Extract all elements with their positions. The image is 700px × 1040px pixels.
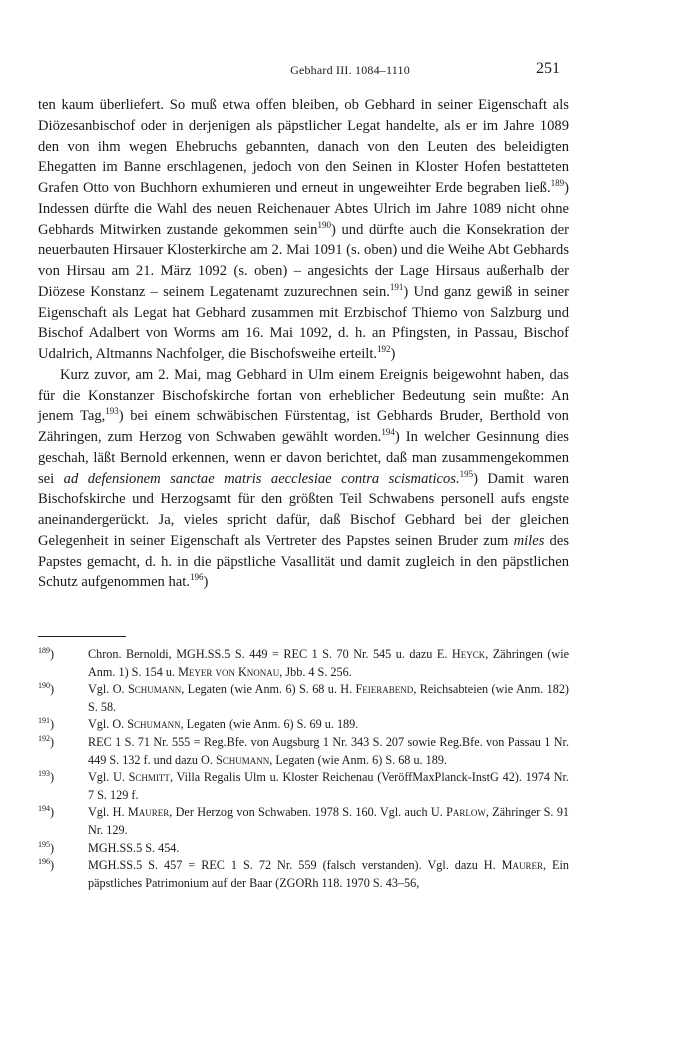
author-name: Schmitt [128,770,170,785]
footnote-reference: 195 [459,468,474,479]
author-name: Schumann [215,752,270,767]
text-run: ) In welcher Gesinnung dies geschah, läßt Bernold erkennen, wenn er davon berichtet, daß man zusammengekommen sei [38,429,569,487]
text-run: REC 1 S. 71 Nr. 555 = Reg.Bfe. von Augsburg 1 Nr. 343 S. 207 sowie Reg.Bfe. von Passau 1 Nr. 449 S. 132 f. und dazu O. [88,734,569,767]
text-run: Vgl. U. [88,770,129,785]
text-run: MGH.SS.5 S. 457 = REC 1 S. 72 Nr. 559 (falsch verstanden). Vgl. dazu H. [88,858,502,873]
footnote [38,681,569,716]
text-run: ) bei einem schwäbischen Fürstentag, ist Gebhards Bruder, Berthold von Zähringen, zum Herzog von Schwaben gewählt worden. [38,408,569,445]
text-run: , Legaten (wie Anm. 6) S. 68 u. H. [181,682,356,697]
body-text [38,95,569,593]
text-run: , Legaten (wie Anm. 6) S. 68 u. 189. [269,752,447,767]
footnote-number: $^{190}$) [38,681,55,697]
text-run: MGH.SS.5 S. 454. [88,840,180,855]
footnote-number-value: 193 [38,769,50,779]
author-name: Parlow [446,805,486,820]
footnote-number-value: 195 [38,839,50,849]
footnote-number: $^{194}$) [38,804,55,820]
page-number: 251 [536,60,560,77]
author-name: Schumann [127,717,181,732]
footnote-number-value: 190 [38,681,50,691]
footnote [38,857,569,892]
author-name: Schumann [127,682,182,697]
footnote [38,804,569,839]
footnote [38,734,569,769]
footnote-number-value: 189 [38,646,50,655]
footnote-number: $^{191}$) [38,716,55,732]
footnote-number-value: 191 [38,716,50,726]
text-run: Chron. Bernoldi, MGH.SS.5 S. 449 = REC 1 S. 70 Nr. 545 u. dazu E. [88,647,452,661]
author-name: Meyer von Knonau [178,664,280,679]
footnote-number: $^{195}$) [38,839,55,855]
text-run: , Reichsabteien (wie Anm. 182) S. 58. [88,682,569,714]
text-run: , Zähringen (wie Anm. 1) S. 154 u. [88,647,569,679]
text-run: des Papstes gemacht, d. h. in die päpstliche Vasallität und damit zugleich in den päpstlichen Schutz aufgenommen hat. [38,532,569,591]
text-run: Kurz zuvor, am 2. Mai, mag Gebhard in Ulm einem Ereignis beigewohnt haben, das für die Konstanzer Bischofskirche fortan von erheblicher Bedeutung sein mußte: An jenem Tag, [38,366,569,425]
text-run: ) Damit waren Bischofskirche und Herzogsamt für den größten Teil Schwabens personell aufs engste aneinandergerückt. Ja, vieles spricht dafür, daß Bischof Gebhard bei der gleichen Gelegenheit in seiner Eigenschaft als Vertreter des Papstes seinen Bruder zum [38,470,569,549]
italic-text: ad defensionem sanctae matris aecclesiae contra scismaticos. [63,470,460,487]
running-head [0,60,700,80]
footnote-number: $^{192}$) [38,733,55,749]
footnote-reference: 192 [377,344,391,354]
paragraph [38,365,569,593]
footnote-number: $^{193}$) [38,769,55,785]
italic-text: miles [513,532,545,549]
footnote-reference: 190 [317,219,331,230]
footnote-reference: 193 [105,406,119,417]
text-run: , Legaten (wie Anm. 6) S. 69 u. 189. [180,717,359,732]
footnote-separator [38,636,126,637]
paragraph [38,95,569,365]
author-name: Feierabend [355,682,414,697]
text-run: ten kaum überliefert. So muß etwa offen bleiben, ob Gebhard in seiner Eigenschaft als Diözesanbischof oder in derjenigen als päpstlicher Legat handelte, als er im Jahre 1089 den von ihm wegen Ehebruchs gebannten, danach von den Leuten des beleidigten Ehegatten im Banne erschlagenen, jedoch von den Seinen in Kloster Hofen bestatteten Grafen Otto von Buchhorn exhumieren und erneut in ungeweihter Erde begraben ließ. [38,97,569,196]
running-title: Gebhard III. 1084–1110 [290,63,410,77]
footnote-number-value: 196 [38,857,50,867]
author-name: Maurer [127,805,170,820]
footnote-number: $^{196}$) [38,857,55,873]
footnote-reference: 196 [189,572,204,583]
text-run: Vgl. O. [88,717,128,732]
footnote-number: $^{189}$) [38,646,55,661]
footnote-reference: 191 [389,281,404,292]
text-run: ) [390,346,396,362]
text-run: , Zähringer S. 91 Nr. 129. [88,805,570,837]
text-run: ) Und ganz gewiß in seiner Eigenschaft als Legat hat Gebhard zusammen mit Erzbischof Thiemo von Salzburg und Bischof Adalbert von Worms am 16. Mai 1092, d. h. an Pfingsten, in Passau, Bischof Udalrich, Altmanns Nachfolger, die Bischofsweihe erteilt. [38,283,569,362]
text-run: , Ein päpstliches Patrimonium auf der Baar (ZGORh 118. 1970 S. 43–56, [88,858,569,890]
footnotes [38,646,569,892]
text-run: ) [203,574,209,591]
footnote-reference: 189 [550,178,565,188]
footnote [38,646,569,681]
footnote [38,769,569,804]
text-run: ) und dürfte auch die Konsekration der neuerbauten Hirsauer Klosterkirche am 2. Mai 1091 (s. oben) und die Weihe Abt Gebhards von Hirsau am 21. März 1092 (s. oben) – angesichts der Lage Hirsaus außerhalb der Diözese Konstanz – seinem Legatenamt zuzurechnen sein. [38,221,570,300]
author-name: Maurer [501,858,543,873]
text-run: , Villa Regalis Ulm u. Kloster Reichenau (VeröffMaxPlanck-InstG 42). 1974 Nr. 7 S. 129 f. [88,770,569,802]
text-run: , Jbb. 4 S. 256. [279,664,352,679]
text-run: , Der Herzog von Schwaben. 1978 S. 160. Vgl. auch U. [169,805,447,820]
footnote-reference: 194 [381,427,395,437]
footnote [38,716,569,734]
footnote-number-value: 192 [38,733,50,743]
author-name: Heyck [451,647,486,661]
text-run: Vgl. O. [88,682,128,697]
text-run: ) Indessen dürfte die Wahl des neuen Reichenauer Abtes Ulrich im Jahre 1089 nicht ohne Gebhards Mitwirken zustande gekommen sein [38,180,569,238]
footnote-number-value: 194 [38,804,50,814]
footnote [38,840,569,858]
text-run: Vgl. H. [88,805,128,820]
